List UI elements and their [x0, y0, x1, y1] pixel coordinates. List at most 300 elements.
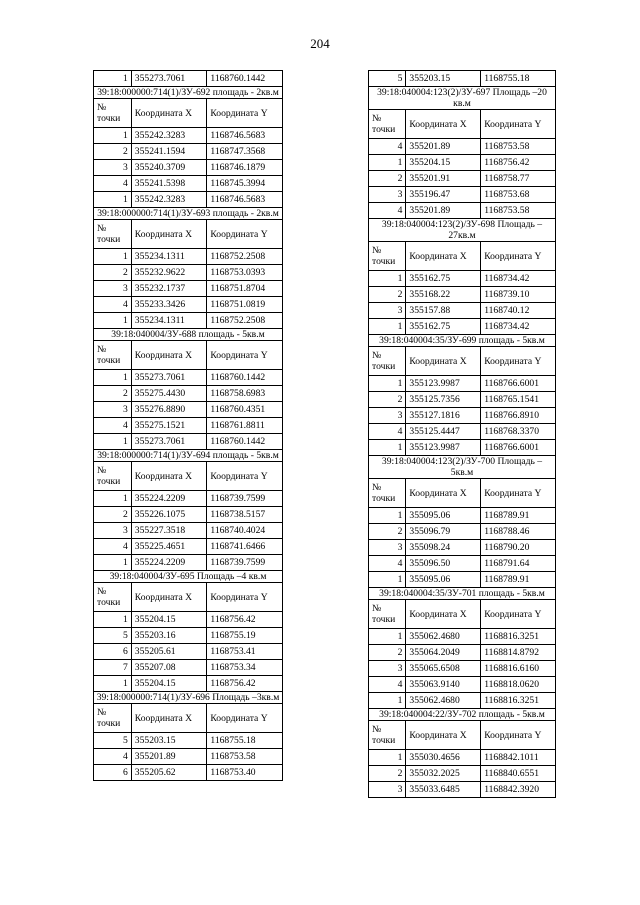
plot-title-row: [369, 219, 556, 242]
x-coordinate-cell: 355242.3283: [131, 128, 207, 144]
point-number-cell: 5: [94, 733, 132, 749]
table-row: [369, 71, 556, 87]
y-coordinate-header: Координата Y: [481, 347, 556, 376]
point-number-cell: 1: [369, 271, 406, 287]
plot-title-row: [369, 87, 556, 110]
y-coordinate-header: Координата Y: [207, 220, 283, 249]
x-coordinate-cell: 355241.5398: [131, 176, 207, 192]
table-row: [94, 733, 283, 749]
x-coordinate-cell: 355157.88: [406, 303, 481, 319]
table-row: [369, 677, 556, 693]
x-coordinate-cell: 355168.22: [406, 287, 481, 303]
y-coordinate-cell: 1168766.6001: [481, 376, 556, 392]
plot-title-row: [94, 87, 283, 99]
x-coordinate-cell: 355162.75: [406, 271, 481, 287]
point-number-header: № точки: [369, 479, 406, 508]
x-coordinate-cell: 355125.4447: [406, 424, 481, 440]
table-row: [94, 523, 283, 539]
y-coordinate-cell: 1168756.42: [207, 612, 283, 628]
point-number-cell: 1: [94, 128, 132, 144]
left-coordinates-table: [93, 70, 283, 781]
table-row: [94, 144, 283, 160]
x-coordinate-cell: 355240.3709: [131, 160, 207, 176]
x-coordinate-cell: 355062.4680: [406, 629, 481, 645]
table-row: [94, 281, 283, 297]
y-coordinate-cell: 1168753.58: [481, 139, 556, 155]
table-row: [94, 128, 283, 144]
y-coordinate-cell: 1168766.8910: [481, 408, 556, 424]
y-coordinate-cell: 1168842.1011: [481, 750, 556, 766]
table-row: [94, 265, 283, 281]
y-coordinate-cell: 1168753.40: [207, 765, 283, 781]
point-number-cell: 1: [369, 693, 406, 709]
point-number-cell: 7: [94, 660, 132, 676]
x-coordinate-header: Координата X: [131, 583, 207, 612]
table-row: [94, 612, 283, 628]
table-row: [369, 139, 556, 155]
x-coordinate-cell: 355062.4680: [406, 693, 481, 709]
point-number-cell: 5: [94, 628, 132, 644]
x-coordinate-cell: 355063.9140: [406, 677, 481, 693]
point-number-cell: 1: [94, 192, 132, 208]
table-row: [94, 313, 283, 329]
point-number-cell: 4: [369, 677, 406, 693]
table-row: [94, 71, 283, 87]
point-number-cell: 4: [94, 176, 132, 192]
table-row: [369, 319, 556, 335]
x-coordinate-cell: 355273.7061: [131, 434, 207, 450]
plot-title: 39:18:040004:123(2)/ЗУ-700 Площадь –5кв.м: [369, 456, 556, 479]
x-coordinate-cell: 355232.1737: [131, 281, 207, 297]
point-number-cell: 2: [94, 144, 132, 160]
y-coordinate-cell: 1168756.42: [481, 155, 556, 171]
table-row: [369, 661, 556, 677]
header-row: [94, 583, 283, 612]
point-number-header: № точки: [369, 242, 406, 271]
table-row: [369, 408, 556, 424]
x-coordinate-cell: 355095.06: [406, 508, 481, 524]
y-coordinate-cell: 1168746.1879: [207, 160, 283, 176]
plot-title: 39:18:000000:714(1)/ЗУ-693 площадь - 2кв.м: [94, 208, 283, 220]
y-coordinate-cell: 1168753.58: [207, 749, 283, 765]
x-coordinate-cell: 355123.9987: [406, 440, 481, 456]
point-number-cell: 4: [94, 418, 132, 434]
y-coordinate-cell: 1168734.42: [481, 319, 556, 335]
y-coordinate-header: Координата Y: [207, 99, 283, 128]
point-number-cell: 5: [369, 71, 406, 87]
coordinates-table: [93, 70, 283, 781]
y-coordinate-cell: 1168746.5683: [207, 192, 283, 208]
plot-title: 39:18:040004:123(2)/ЗУ-698 Площадь –27кв.м: [369, 219, 556, 242]
table-row: [369, 187, 556, 203]
y-coordinate-cell: 1168740.4024: [207, 523, 283, 539]
y-coordinate-header: Координата Y: [207, 583, 283, 612]
header-row: [369, 721, 556, 750]
plot-title-row: [369, 588, 556, 600]
y-coordinate-cell: 1168753.58: [481, 203, 556, 219]
y-coordinate-cell: 1168741.6466: [207, 539, 283, 555]
table-row: [94, 765, 283, 781]
y-coordinate-header: Координата Y: [481, 721, 556, 750]
table-row: [369, 203, 556, 219]
x-coordinate-cell: 355276.8890: [131, 402, 207, 418]
plot-title-row: [94, 692, 283, 704]
header-row: [369, 242, 556, 271]
y-coordinate-cell: 1168791.64: [481, 556, 556, 572]
y-coordinate-cell: 1168814.8792: [481, 645, 556, 661]
x-coordinate-cell: 355234.1311: [131, 313, 207, 329]
table-row: [94, 539, 283, 555]
x-coordinate-cell: 355241.1594: [131, 144, 207, 160]
x-coordinate-cell: 355098.24: [406, 540, 481, 556]
point-number-header: № точки: [369, 110, 406, 139]
point-number-cell: 4: [94, 749, 132, 765]
plot-title-row: [369, 456, 556, 479]
y-coordinate-cell: 1168734.42: [481, 271, 556, 287]
point-number-cell: 2: [369, 524, 406, 540]
x-coordinate-header: Координата X: [406, 479, 481, 508]
plot-title: 39:18:040004/ЗУ-688 площадь - 5кв.м: [94, 329, 283, 341]
y-coordinate-cell: 1168751.8704: [207, 281, 283, 297]
y-coordinate-header: Координата Y: [481, 600, 556, 629]
table-row: [369, 540, 556, 556]
table-row: [369, 424, 556, 440]
point-number-header: № точки: [94, 704, 132, 733]
table-row: [94, 402, 283, 418]
point-number-cell: 1: [94, 313, 132, 329]
x-coordinate-cell: 355204.15: [131, 612, 207, 628]
plot-title-row: [94, 329, 283, 341]
y-coordinate-cell: 1168842.3920: [481, 782, 556, 798]
y-coordinate-cell: 1168746.5683: [207, 128, 283, 144]
y-coordinate-cell: 1168755.18: [481, 71, 556, 87]
coordinates-table: [368, 70, 556, 798]
plot-title: 39:18:000000:714(1)/ЗУ-696 Площадь –3кв.м: [94, 692, 283, 704]
x-coordinate-cell: 355033.6485: [406, 782, 481, 798]
y-coordinate-cell: 1168738.5157: [207, 507, 283, 523]
point-number-cell: 4: [369, 139, 406, 155]
x-coordinate-cell: 355065.6508: [406, 661, 481, 677]
y-coordinate-cell: 1168753.0393: [207, 265, 283, 281]
point-number-cell: 1: [94, 555, 132, 571]
point-number-cell: 1: [369, 508, 406, 524]
x-coordinate-cell: 355204.15: [131, 676, 207, 692]
y-coordinate-cell: 1168765.1541: [481, 392, 556, 408]
x-coordinate-cell: 355201.89: [406, 203, 481, 219]
point-number-cell: 6: [94, 644, 132, 660]
point-number-cell: 3: [369, 408, 406, 424]
table-row: [369, 750, 556, 766]
plot-title-row: [94, 571, 283, 583]
point-number-header: № точки: [94, 99, 132, 128]
point-number-cell: 1: [94, 676, 132, 692]
plot-title: 39:18:000000:714(1)/ЗУ-692 площадь - 2кв.м: [94, 87, 283, 99]
y-coordinate-cell: 1168789.91: [481, 572, 556, 588]
point-number-header: № точки: [94, 341, 132, 370]
point-number-header: № точки: [94, 220, 132, 249]
point-number-cell: 1: [369, 572, 406, 588]
plot-title: 39:18:040004:35/ЗУ-699 площадь - 5кв.м: [369, 335, 556, 347]
x-coordinate-cell: 355162.75: [406, 319, 481, 335]
x-coordinate-cell: 355201.89: [406, 139, 481, 155]
point-number-cell: 2: [94, 265, 132, 281]
point-number-header: № точки: [94, 462, 132, 491]
y-coordinate-cell: 1168752.2508: [207, 313, 283, 329]
point-number-cell: 3: [94, 160, 132, 176]
x-coordinate-cell: 355233.3426: [131, 297, 207, 313]
y-coordinate-cell: 1168790.20: [481, 540, 556, 556]
right-coordinates-table: [368, 70, 556, 798]
x-coordinate-cell: 355273.7061: [131, 71, 207, 87]
point-number-header: № точки: [369, 347, 406, 376]
x-coordinate-cell: 355201.91: [406, 171, 481, 187]
y-coordinate-cell: 1168739.10: [481, 287, 556, 303]
table-row: [369, 171, 556, 187]
table-row: [94, 628, 283, 644]
y-coordinate-cell: 1168756.42: [207, 676, 283, 692]
x-coordinate-cell: 355096.79: [406, 524, 481, 540]
y-coordinate-cell: 1168753.41: [207, 644, 283, 660]
table-row: [369, 645, 556, 661]
header-row: [94, 704, 283, 733]
y-coordinate-cell: 1168760.1442: [207, 71, 283, 87]
x-coordinate-header: Координата X: [406, 721, 481, 750]
x-coordinate-cell: 355232.9622: [131, 265, 207, 281]
point-number-cell: 1: [94, 491, 132, 507]
x-coordinate-cell: 355203.15: [406, 71, 481, 87]
point-number-cell: 1: [369, 155, 406, 171]
point-number-cell: 1: [369, 376, 406, 392]
table-row: [94, 249, 283, 265]
point-number-cell: 2: [369, 171, 406, 187]
x-coordinate-cell: 355203.16: [131, 628, 207, 644]
y-coordinate-cell: 1168816.6160: [481, 661, 556, 677]
x-coordinate-header: Координата X: [406, 347, 481, 376]
point-number-cell: 3: [94, 281, 132, 297]
point-number-cell: 1: [94, 612, 132, 628]
plot-title: 39:18:040004/ЗУ-695 Площадь –4 кв.м: [94, 571, 283, 583]
x-coordinate-cell: 355204.15: [406, 155, 481, 171]
point-number-cell: 1: [369, 440, 406, 456]
table-row: [369, 572, 556, 588]
y-coordinate-cell: 1168761.8811: [207, 418, 283, 434]
table-row: [94, 176, 283, 192]
plot-title-row: [94, 450, 283, 462]
plot-title: 39:18:040004:22/ЗУ-702 площадь - 5кв.м: [369, 709, 556, 721]
x-coordinate-cell: 355242.3283: [131, 192, 207, 208]
x-coordinate-header: Координата X: [131, 99, 207, 128]
y-coordinate-cell: 1168816.3251: [481, 693, 556, 709]
y-coordinate-cell: 1168816.3251: [481, 629, 556, 645]
x-coordinate-cell: 355064.2049: [406, 645, 481, 661]
x-coordinate-cell: 355227.3518: [131, 523, 207, 539]
y-coordinate-cell: 1168840.6551: [481, 766, 556, 782]
point-number-header: № точки: [369, 600, 406, 629]
y-coordinate-header: Координата Y: [481, 479, 556, 508]
table-row: [94, 676, 283, 692]
point-number-cell: 3: [369, 782, 406, 798]
plot-title: 39:18:040004:123(2)/ЗУ-697 Площадь –20 кв.м: [369, 87, 556, 110]
y-coordinate-cell: 1168758.77: [481, 171, 556, 187]
y-coordinate-cell: 1168789.91: [481, 508, 556, 524]
table-row: [94, 192, 283, 208]
y-coordinate-cell: 1168760.1442: [207, 434, 283, 450]
point-number-cell: 2: [369, 766, 406, 782]
y-coordinate-cell: 1168739.7599: [207, 491, 283, 507]
table-row: [369, 508, 556, 524]
x-coordinate-cell: 355205.61: [131, 644, 207, 660]
y-coordinate-cell: 1168745.3994: [207, 176, 283, 192]
y-coordinate-cell: 1168758.6983: [207, 386, 283, 402]
x-coordinate-cell: 355275.4430: [131, 386, 207, 402]
y-coordinate-header: Координата Y: [207, 462, 283, 491]
table-row: [369, 287, 556, 303]
point-number-cell: 1: [94, 249, 132, 265]
point-number-cell: 3: [369, 661, 406, 677]
point-number-header: № точки: [94, 583, 132, 612]
point-number-cell: 2: [94, 507, 132, 523]
table-row: [369, 782, 556, 798]
header-row: [369, 479, 556, 508]
table-row: [369, 392, 556, 408]
point-number-cell: 1: [94, 434, 132, 450]
x-coordinate-header: Координата X: [131, 341, 207, 370]
header-row: [94, 462, 283, 491]
y-coordinate-cell: 1168788.46: [481, 524, 556, 540]
plot-title: 39:18:000000:714(1)/ЗУ-694 площадь - 5кв.м: [94, 450, 283, 462]
table-row: [369, 155, 556, 171]
x-coordinate-cell: 355030.4656: [406, 750, 481, 766]
point-number-cell: 3: [94, 402, 132, 418]
x-coordinate-cell: 355196.47: [406, 187, 481, 203]
x-coordinate-cell: 355226.1075: [131, 507, 207, 523]
y-coordinate-cell: 1168739.7599: [207, 555, 283, 571]
table-row: [94, 749, 283, 765]
y-coordinate-cell: 1168766.6001: [481, 440, 556, 456]
table-row: [94, 644, 283, 660]
y-coordinate-cell: 1168753.68: [481, 187, 556, 203]
table-row: [94, 434, 283, 450]
x-coordinate-header: Координата X: [406, 600, 481, 629]
y-coordinate-cell: 1168751.0819: [207, 297, 283, 313]
x-coordinate-header: Координата X: [406, 242, 481, 271]
y-coordinate-header: Координата Y: [207, 704, 283, 733]
x-coordinate-cell: 355203.15: [131, 733, 207, 749]
table-row: [369, 556, 556, 572]
x-coordinate-cell: 355032.2025: [406, 766, 481, 782]
header-row: [94, 341, 283, 370]
header-row: [369, 110, 556, 139]
point-number-cell: 4: [94, 539, 132, 555]
point-number-cell: 1: [369, 319, 406, 335]
y-coordinate-cell: 1168747.3568: [207, 144, 283, 160]
x-coordinate-header: Координата X: [131, 220, 207, 249]
x-coordinate-cell: 355123.9987: [406, 376, 481, 392]
header-row: [369, 600, 556, 629]
table-row: [94, 418, 283, 434]
table-row: [369, 629, 556, 645]
x-coordinate-cell: 355273.7061: [131, 370, 207, 386]
x-coordinate-header: Координата X: [131, 462, 207, 491]
table-row: [94, 660, 283, 676]
point-number-cell: 4: [94, 297, 132, 313]
plot-title-row: [94, 208, 283, 220]
point-number-cell: 2: [369, 392, 406, 408]
x-coordinate-cell: 355125.7356: [406, 392, 481, 408]
point-number-cell: 3: [369, 540, 406, 556]
plot-title-row: [369, 335, 556, 347]
point-number-cell: 3: [369, 187, 406, 203]
page-number: 204: [310, 36, 330, 51]
x-coordinate-header: Координата X: [406, 110, 481, 139]
x-coordinate-cell: 355207.08: [131, 660, 207, 676]
header-row: [369, 347, 556, 376]
table-row: [94, 297, 283, 313]
x-coordinate-cell: 355201.89: [131, 749, 207, 765]
x-coordinate-cell: 355127.1816: [406, 408, 481, 424]
table-row: [94, 386, 283, 402]
x-coordinate-header: Координата X: [131, 704, 207, 733]
table-row: [369, 524, 556, 540]
point-number-cell: 2: [94, 386, 132, 402]
x-coordinate-cell: 355275.1521: [131, 418, 207, 434]
point-number-header: № точки: [369, 721, 406, 750]
x-coordinate-cell: 355224.2209: [131, 555, 207, 571]
point-number-cell: 1: [94, 370, 132, 386]
y-coordinate-cell: 1168760.4351: [207, 402, 283, 418]
point-number-cell: 1: [369, 750, 406, 766]
point-number-cell: 1: [94, 71, 132, 87]
table-row: [369, 303, 556, 319]
y-coordinate-header: Координата Y: [207, 341, 283, 370]
point-number-cell: 2: [369, 645, 406, 661]
table-row: [94, 370, 283, 386]
x-coordinate-cell: 355205.62: [131, 765, 207, 781]
point-number-cell: 2: [369, 287, 406, 303]
y-coordinate-cell: 1168818.0620: [481, 677, 556, 693]
x-coordinate-cell: 355234.1311: [131, 249, 207, 265]
header-row: [94, 99, 283, 128]
y-coordinate-cell: 1168753.34: [207, 660, 283, 676]
point-number-cell: 3: [369, 303, 406, 319]
y-coordinate-header: Координата Y: [481, 242, 556, 271]
y-coordinate-cell: 1168760.1442: [207, 370, 283, 386]
point-number-cell: 1: [369, 629, 406, 645]
table-row: [369, 376, 556, 392]
plot-title: 39:18:040004:35/ЗУ-701 площадь - 5кв.м: [369, 588, 556, 600]
y-coordinate-cell: 1168740.12: [481, 303, 556, 319]
table-row: [94, 507, 283, 523]
table-row: [94, 491, 283, 507]
y-coordinate-cell: 1168755.19: [207, 628, 283, 644]
table-row: [369, 766, 556, 782]
x-coordinate-cell: 355225.4651: [131, 539, 207, 555]
table-row: [369, 693, 556, 709]
x-coordinate-cell: 355224.2209: [131, 491, 207, 507]
table-row: [369, 440, 556, 456]
y-coordinate-cell: 1168755.18: [207, 733, 283, 749]
y-coordinate-header: Координата Y: [481, 110, 556, 139]
point-number-cell: 4: [369, 556, 406, 572]
x-coordinate-cell: 355096.50: [406, 556, 481, 572]
table-row: [369, 271, 556, 287]
y-coordinate-cell: 1168752.2508: [207, 249, 283, 265]
x-coordinate-cell: 355095.06: [406, 572, 481, 588]
y-coordinate-cell: 1168768.3370: [481, 424, 556, 440]
point-number-cell: 6: [94, 765, 132, 781]
header-row: [94, 220, 283, 249]
point-number-cell: 4: [369, 424, 406, 440]
